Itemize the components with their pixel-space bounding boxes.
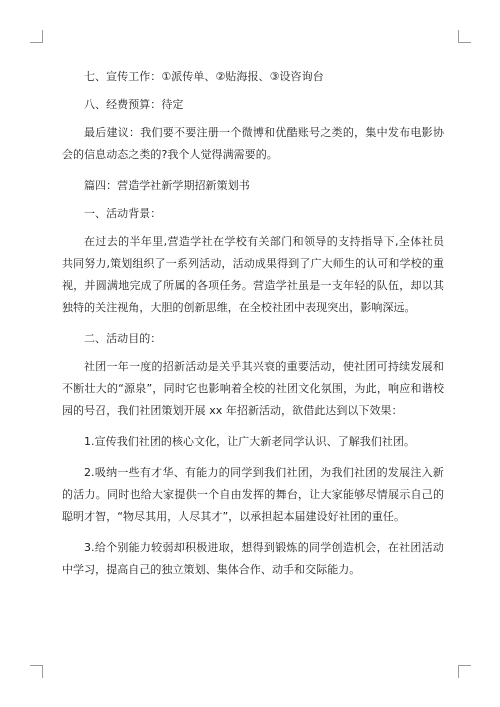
paragraph-background: 在过去的半年里,营造学社在学校有关部门和领导的支持指导下,全体社员共同努力,策划组织了一系列活动，活动成果得到了广大师生的认可和学校的重视，并圆满地完成了所属的各项任务。营造学社虽是一支年轻的队伍，却以其独特的关注视角，大胆的创新思维，在全校社团中表现突出，影响深远。 — [62, 235, 444, 314]
list-item-2: 2.吸纳一些有才华、有能力的同学到我们社团，为我们社团的发展注入新的活力。同时也给大家提供一个自由发挥的舞台，让大家能够尽情展示自己的聪明才智，“物尽其用，人尽其才”，以承担起本届建设好社团的重任。 — [62, 466, 444, 523]
final-suggestion: 最后建议：我们要不要注册一个微博和优酷账号之类的，集中发布电影协会的信息动态之类的?我个人觉得满需要的。 — [62, 126, 444, 161]
paragraph-purpose: 社团一年一度的招新活动是关乎其兴衰的重要活动，使社团可持续发展和不断壮大的“源泉”，同时它也影响着全校的社团文化氛围，为此，响应和谐校园的号召，我们社团策划开展 xx 年招新活动，欲借此达到以下效果： — [62, 360, 444, 417]
crop-mark-bottom-left — [30, 665, 43, 678]
crop-mark-top-left — [30, 30, 43, 43]
document-body — [62, 66, 444, 590]
section-publicity: 七、宣传工作：①派传单、②贴海报、③设咨询台 — [84, 70, 324, 83]
heading-background: 一、活动背景： — [84, 207, 162, 220]
list-item-3: 3.给个别能力较弱却积极进取，想得到锻炼的同学创造机会，在社团活动中学习，提高自己的独立策划、集体合作、动手和交际能力。 — [62, 541, 444, 576]
crop-mark-top-right — [458, 30, 471, 43]
crop-mark-bottom-right — [458, 665, 471, 678]
list-item-1: 1.宣传我们社团的核心文化，让广大新老同学认识、了解我们社团。 — [84, 435, 416, 448]
chapter-four-title: 篇四：营造学社新学期招新策划书 — [84, 179, 250, 192]
section-budget: 八、经费预算：待定 — [84, 98, 184, 111]
heading-purpose: 二、活动目的： — [84, 332, 162, 345]
